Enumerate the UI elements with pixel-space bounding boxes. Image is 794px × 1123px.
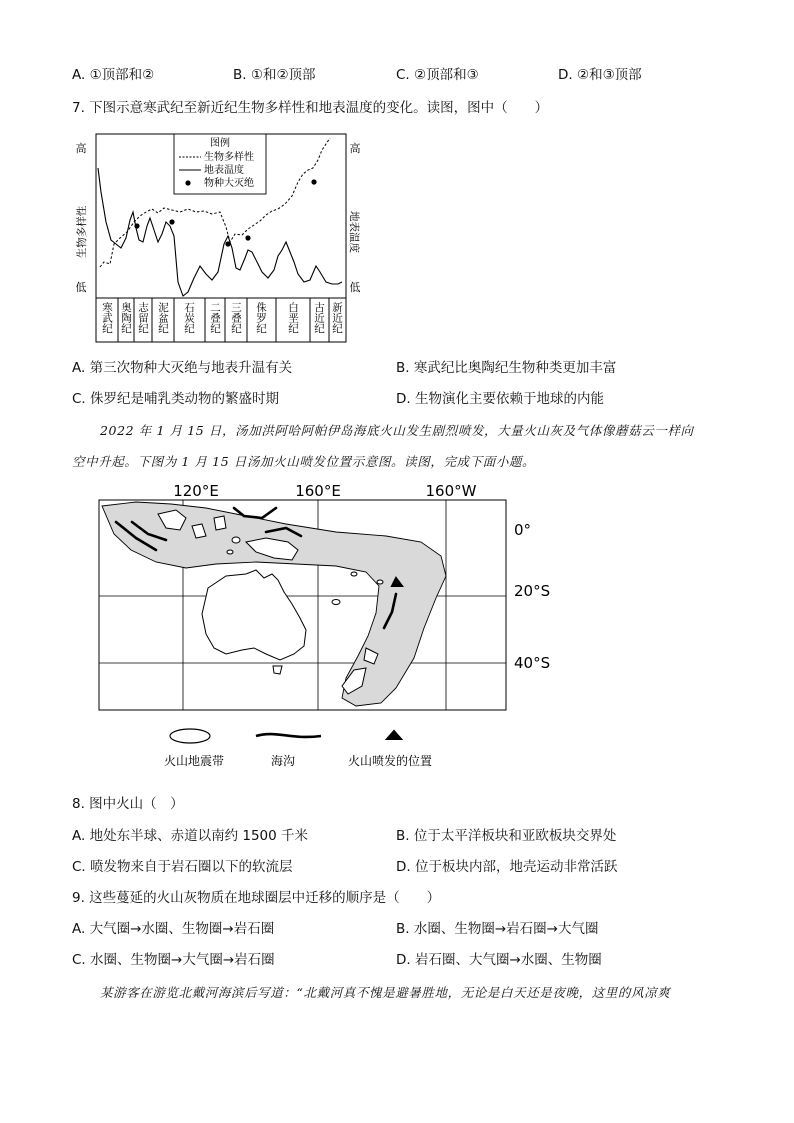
lat-label-20s: 20°S [514, 582, 551, 600]
period-label: 古近纪 [313, 302, 325, 334]
australia-landmass [202, 570, 306, 660]
q9-option-b: B. 水圈、生物圈→岩石圈→大气圈 [396, 921, 599, 937]
tonga-intro-line2: 空中升起。下图为 1 月 15 日汤加火山喷发位置示意图。读图，完成下面小题。 [72, 454, 536, 469]
q8-option-b: B. 位于太平洋板块和亚欧板块交界处 [396, 828, 617, 844]
beidaihe-intro: 某游客在游览北戴河海滨后写道：“北戴河真不愧是避暑胜地，无论是白天还是夜晚，这里的风凉爽 [100, 985, 671, 1000]
period-label: 白垩纪 [287, 302, 299, 334]
tonga-intro-line1: 2022 年 1 月 15 日，汤加洪阿哈阿帕伊岛海底火山发生剧烈喷发，大量火山灰及气体像蘑菇云一样向 [100, 423, 694, 438]
q6-option-d: D. ②和③顶部 [558, 67, 642, 83]
period-label: 奥陶纪 [120, 302, 132, 334]
legend-temperature: 地表温度 [204, 165, 244, 176]
period-label: 石炭纪 [183, 302, 195, 334]
q9-option-a: A. 大气圈→水圈、生物圈→岩石圈 [72, 921, 275, 937]
right-axis-label: 地表温度 [348, 211, 360, 253]
q8-stem: 8. 图中火山（ ） [72, 796, 184, 812]
q7-stem: 7. 下图示意寒武纪至新近纪生物多样性和地表温度的变化。读图，图中（ ） [72, 100, 549, 116]
period-label: 新近纪 [331, 302, 343, 334]
period-label: 侏罗纪 [255, 302, 267, 334]
period-label: 寒武纪 [101, 302, 113, 334]
q7-option-d: D. 生物演化主要依赖于地球的内能 [396, 391, 604, 407]
left-axis-label: 生物多样性 [76, 205, 88, 259]
q7-option-b: B. 寒武纪比奥陶纪生物种类更加丰富 [396, 360, 617, 376]
q9-option-c: C. 水圈、生物圈→大气圈→岩石圈 [72, 952, 275, 968]
biodiversity-temperature-chart [70, 132, 370, 344]
lat-label-0: 0° [514, 521, 532, 539]
q7-option-c: C. 侏罗纪是哺乳类动物的繁盛时期 [72, 391, 280, 407]
period-label: 泥盆纪 [157, 302, 169, 334]
map-legend [164, 729, 432, 768]
period-label: 二叠纪 [209, 302, 221, 334]
lon-label-160e: 160°E [295, 482, 341, 500]
q6-option-b: B. ①和②顶部 [233, 67, 316, 83]
q7-option-a: A. 第三次物种大灭绝与地表升温有关 [72, 360, 293, 376]
period-label: 志留纪 [137, 302, 149, 334]
q9-stem: 9. 这些蔓延的火山灰物质在地球圈层中迁移的顺序是（ ） [72, 890, 441, 906]
legend-title: 图例 [210, 138, 230, 149]
legend-eruption-position: 火山喷发的位置 [347, 754, 433, 768]
legend-volcanic-belt: 火山地震带 [163, 754, 225, 768]
period-label: 三叠纪 [230, 302, 242, 334]
right-low-label: 低 [349, 281, 361, 294]
q8-option-d: D. 位于板块内部，地壳运动非常活跃 [396, 859, 618, 875]
right-high-label: 高 [349, 142, 361, 155]
lon-label-160w: 160°W [425, 482, 477, 500]
q9-option-d: D. 岩石圈、大气圈→水圈、生物圈 [396, 952, 602, 968]
legend-biodiversity: 生物多样性 [204, 152, 254, 163]
q6-option-a: A. ①顶部和② [72, 67, 155, 83]
legend-trench: 海沟 [270, 754, 296, 768]
q8-option-c: C. 喷发物来自于岩石圈以下的软流层 [72, 859, 293, 875]
lon-label-120e: 120°E [173, 482, 219, 500]
legend-extinction: 物种大灭绝 [204, 178, 254, 189]
q6-option-c: C. ②顶部和③ [396, 67, 479, 83]
left-high-label: 高 [75, 142, 87, 155]
lat-label-40s: 40°S [514, 654, 551, 672]
left-low-label: 低 [75, 281, 87, 294]
q8-option-a: A. 地处东半球、赤道以南约 1500 千米 [72, 828, 309, 844]
tonga-volcano-map [96, 478, 576, 778]
